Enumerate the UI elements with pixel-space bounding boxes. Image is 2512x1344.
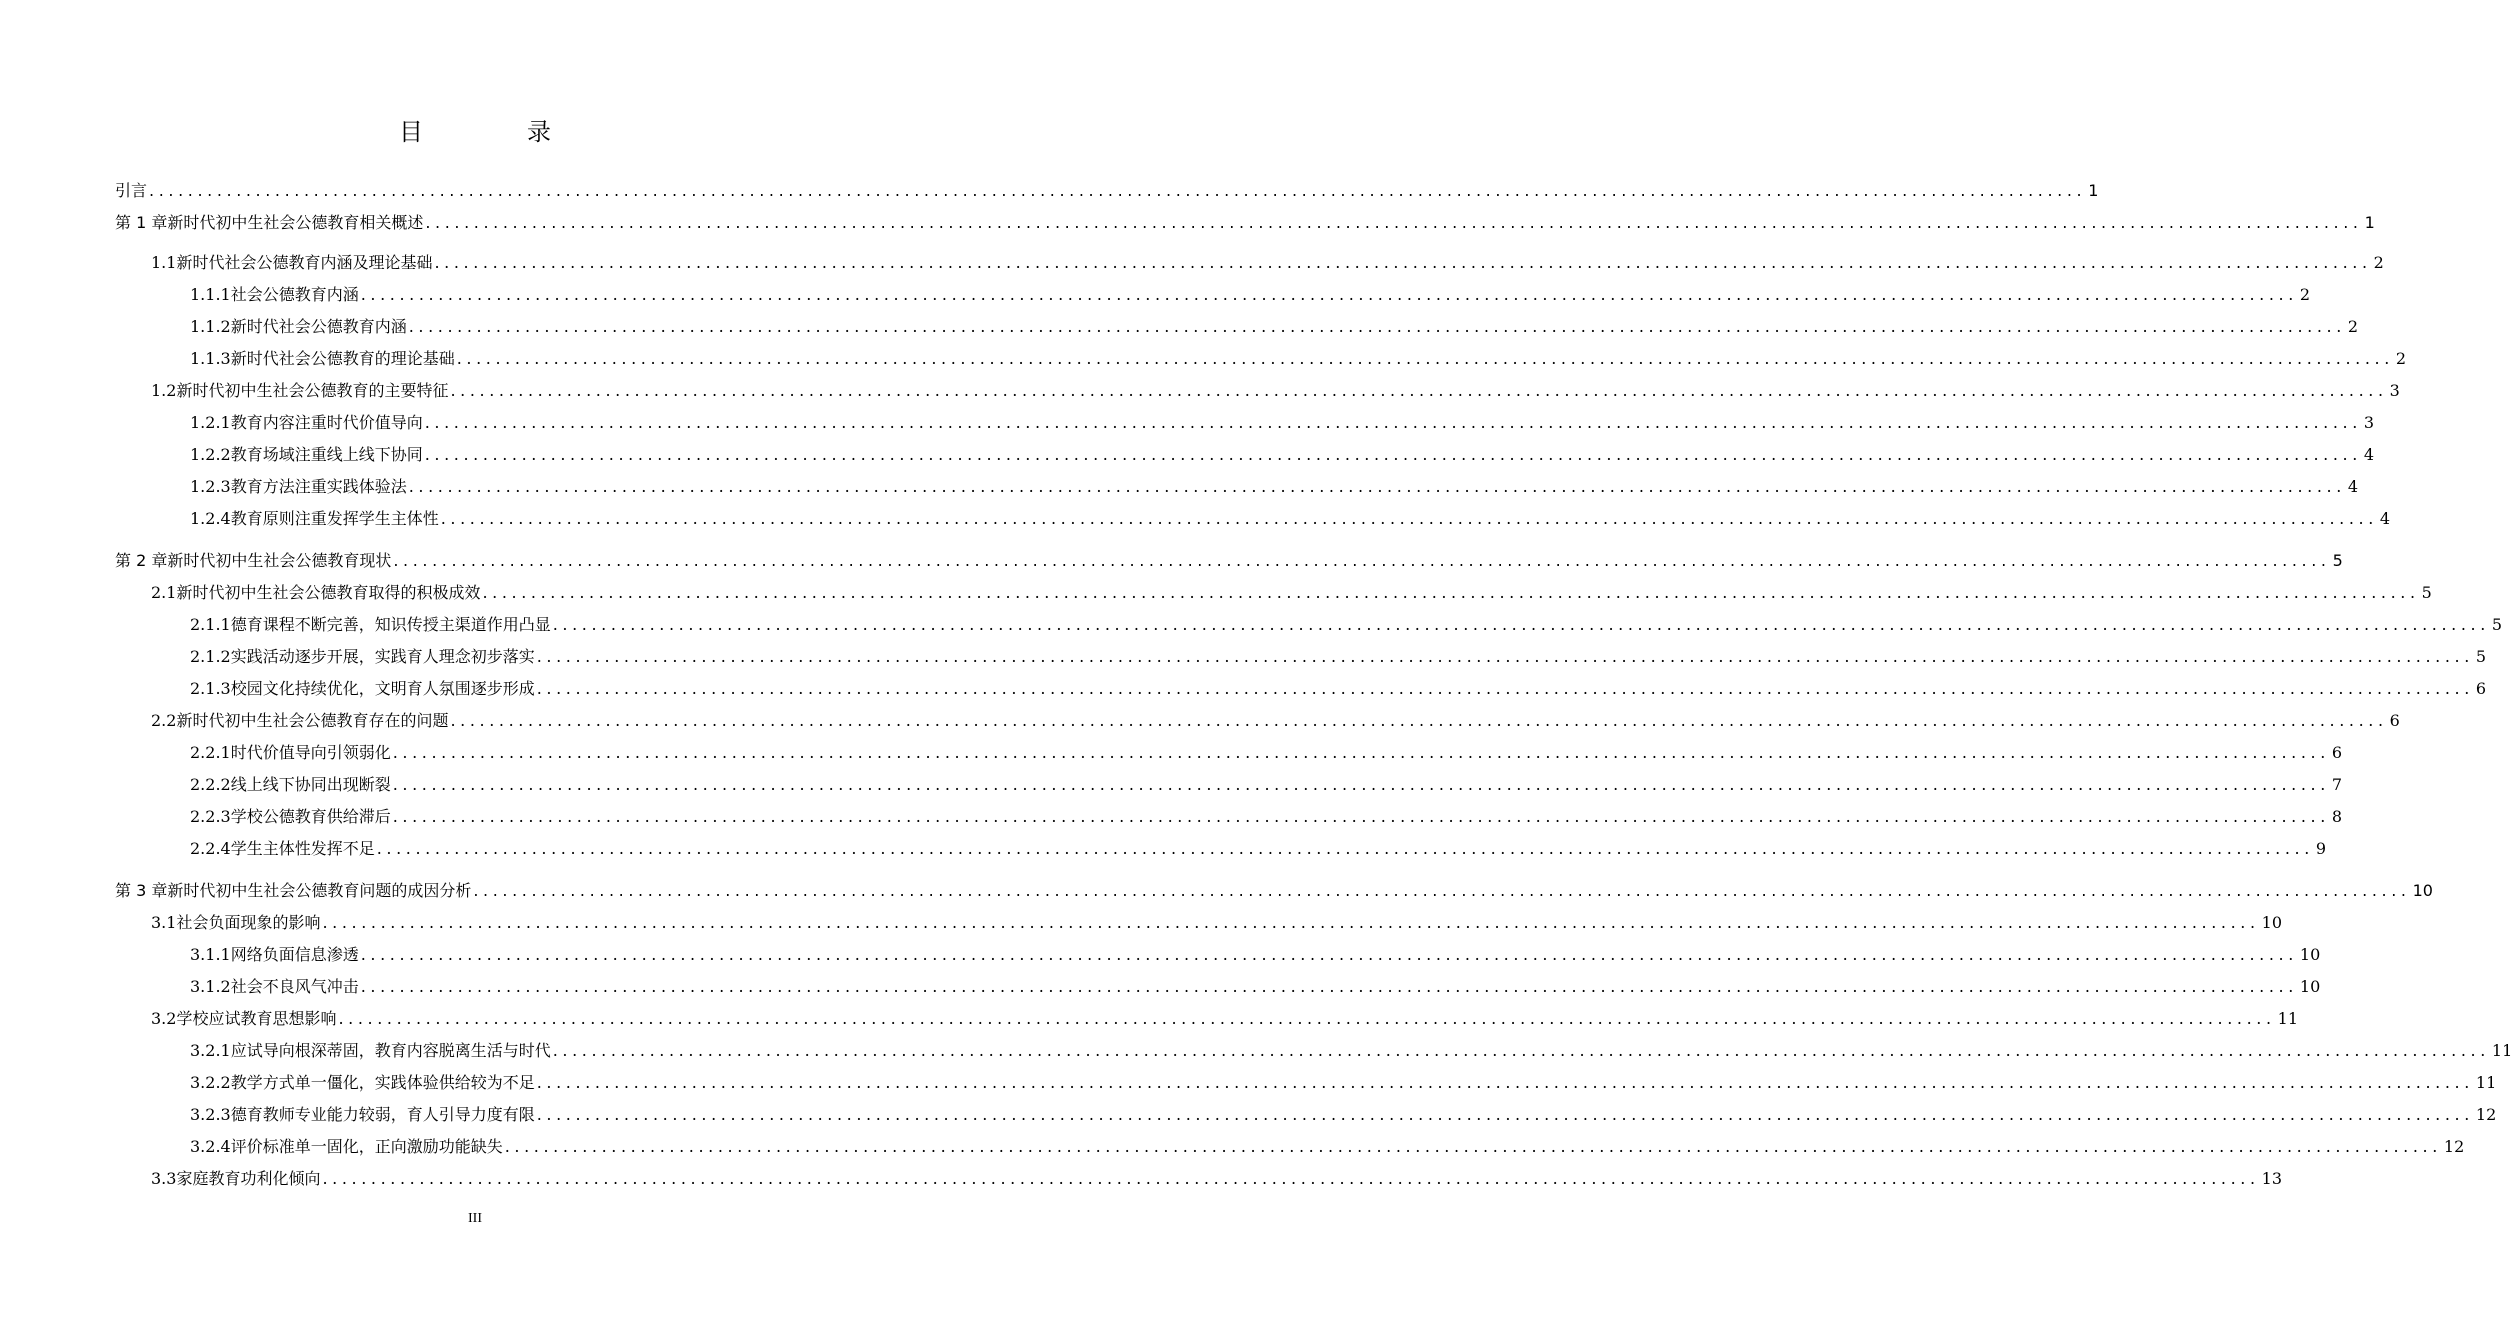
toc-entry-page: 8 <box>2331 807 2343 826</box>
toc-entry-page: 5 <box>2332 551 2343 570</box>
toc-entry-page: 6 <box>2331 743 2343 762</box>
toc-entry-title: 新时代初中生社会公德教育问题的成因分析 <box>167 881 472 900</box>
dot-leader: ........................................................................................................................................................................................................ <box>536 1073 2474 1092</box>
toc-entry[interactable] <box>115 878 2433 901</box>
toc-entry[interactable] <box>151 580 2432 603</box>
toc-entry-page: 6 <box>2475 679 2487 698</box>
toc-entry-title: 新时代社会公德教育的理论基础 <box>230 349 455 368</box>
toc-entry[interactable] <box>190 676 2487 699</box>
toc-entry-title: 教育场域注重线上线下协同 <box>230 445 423 464</box>
toc-entry-number: 1.1.2 <box>190 317 231 336</box>
toc-entry-title: 新时代社会公德教育内涵及理论基础 <box>176 253 433 272</box>
dot-leader: ........................................................................................................................................................................................................ <box>473 881 2411 900</box>
toc-entry-title: 学生主体性发挥不足 <box>230 839 375 858</box>
toc-entry-title: 德育教师专业能力较弱，育人引导力度有限 <box>230 1105 535 1124</box>
dot-leader: ........................................................................................................................................................................................................ <box>392 743 2330 762</box>
dot-leader: ........................................................................................................................................................................................................ <box>360 977 2298 996</box>
dot-leader: ........................................................................................................................................................................................................ <box>450 381 2388 400</box>
toc-entry-number: 3.1.1 <box>190 945 231 964</box>
toc-entry-number: 1.1.3 <box>190 349 231 368</box>
toc-entry[interactable] <box>190 1134 2465 1157</box>
toc-entry[interactable] <box>190 442 2375 465</box>
toc-entry-title: 教育原则注重发挥学生主体性 <box>230 509 439 528</box>
toc-entry-number: 第 1 章 <box>115 213 168 232</box>
toc-entry-number: 3.2.2 <box>190 1073 231 1092</box>
toc-entry-page: 2 <box>2395 349 2407 368</box>
toc-entry-number: 2.1.2 <box>190 647 231 666</box>
dot-leader: ........................................................................................................................................................................................................ <box>536 679 2474 698</box>
toc-entry-page: 1 <box>2364 213 2375 232</box>
dot-leader: ........................................................................................................................................................................................................ <box>392 775 2330 794</box>
toc-entry-page: 13 <box>2261 1169 2283 1188</box>
toc-entry-number: 1.1 <box>151 253 177 272</box>
toc-entry-title: 评价标准单一固化，正向激励功能缺失 <box>230 1137 503 1156</box>
toc-entry-page: 4 <box>2379 509 2391 528</box>
dot-leader: ........................................................................................................................................................................................................ <box>456 349 2394 368</box>
dot-leader: ........................................................................................................................................................................................................ <box>408 477 2346 496</box>
toc-entry[interactable] <box>190 612 2503 635</box>
toc-entry[interactable] <box>190 282 2311 305</box>
toc-entry-number: 1.1.1 <box>190 285 231 304</box>
toc-entry-page: 6 <box>2389 711 2400 730</box>
toc-entry-page: 2 <box>2347 317 2359 336</box>
toc-entry-page: 10 <box>2261 913 2283 932</box>
toc-entry-page: 2 <box>2373 253 2384 272</box>
toc-entry[interactable] <box>190 974 2321 997</box>
dot-leader: ........................................................................................................................................................................................................ <box>424 413 2362 432</box>
toc-entry-title: 新时代初中生社会公德教育取得的积极成效 <box>176 583 481 602</box>
toc-entry-number: 2.2 <box>151 711 177 730</box>
toc-entry-number: 2.1 <box>151 583 177 602</box>
toc-entry-title: 学校公德教育供给滞后 <box>230 807 391 826</box>
toc-entry-title: 新时代社会公德教育内涵 <box>230 317 407 336</box>
toc-entry[interactable] <box>190 506 2391 529</box>
dot-leader: ........................................................................................................................................................................................................ <box>536 647 2474 666</box>
dot-leader: ........................................................................................................................................................................................................ <box>434 253 2372 272</box>
toc-entry-title: 德育课程不断完善，知识传授主渠道作用凸显 <box>230 615 551 634</box>
toc-entry[interactable] <box>190 474 2359 497</box>
toc-entry-title: 线上线下协同出现断裂 <box>230 775 391 794</box>
dot-leader: ........................................................................................................................................................................................................ <box>440 509 2378 528</box>
toc-entry-number: 2.1.3 <box>190 679 231 698</box>
toc-entry-title: 社会公德教育内涵 <box>230 285 359 304</box>
toc-entry-number: 2.2.2 <box>190 775 231 794</box>
dot-leader: ........................................................................................................................................................................................................ <box>552 1041 2490 1060</box>
toc-entry-page: 11 <box>2277 1009 2299 1028</box>
toc-entry[interactable] <box>115 210 2375 233</box>
toc-entry-number: 3.2.3 <box>190 1105 231 1124</box>
toc-entry[interactable] <box>190 942 2321 965</box>
dot-leader: ........................................................................................................................................................................................................ <box>360 285 2298 304</box>
toc-entry-page: 9 <box>2315 839 2327 858</box>
toc-entry-title: 校园文化持续优化，文明育人氛围逐步形成 <box>230 679 535 698</box>
toc-entry-page: 3 <box>2363 413 2375 432</box>
toc-entry-number: 1.2.2 <box>190 445 231 464</box>
toc-entry[interactable] <box>190 346 2407 369</box>
toc-entry-title: 学校应试教育思想影响 <box>176 1009 337 1028</box>
dot-leader: ........................................................................................................................................................................................................ <box>392 807 2330 826</box>
page-number-footer: III <box>468 1211 482 1226</box>
toc-entry-number: 第 2 章 <box>115 551 168 570</box>
toc-entry-title: 网络负面信息渗透 <box>230 945 359 964</box>
toc-entry[interactable] <box>151 910 2283 933</box>
toc-entry-page: 3 <box>2389 381 2400 400</box>
dot-leader: ........................................................................................................................................................................................................ <box>376 839 2314 858</box>
toc-entry-number: 第 3 章 <box>115 881 168 900</box>
toc-entry[interactable] <box>190 1102 2497 1125</box>
toc-entry-page: 5 <box>2491 615 2503 634</box>
toc-entry-page: 7 <box>2331 775 2343 794</box>
toc-entry-title: 教育方法注重实践体验法 <box>230 477 407 496</box>
toc-entry-title: 新时代初中生社会公德教育的主要特征 <box>176 381 449 400</box>
toc-entry-number: 1.2.1 <box>190 413 231 432</box>
toc-entry-page: 4 <box>2363 445 2375 464</box>
dot-leader: ........................................................................................................................................................................................................ <box>536 1105 2474 1124</box>
toc-title: 目 录 <box>399 118 591 146</box>
toc-entry[interactable] <box>190 836 2327 859</box>
toc-entry[interactable] <box>151 250 2384 273</box>
toc-entry-page: 5 <box>2421 583 2432 602</box>
toc-entry-title: 新时代初中生社会公德教育存在的问题 <box>176 711 449 730</box>
toc-entry-number: 3.1 <box>151 913 177 932</box>
toc-entry[interactable] <box>151 1006 2299 1029</box>
toc-entry[interactable] <box>190 740 2343 763</box>
toc-entry-page: 10 <box>2299 945 2321 964</box>
dot-leader: ........................................................................................................................................................................................................ <box>450 711 2388 730</box>
toc-entry-page: 10 <box>2299 977 2321 996</box>
toc-entry-number: 3.2.1 <box>190 1041 231 1060</box>
toc-entry[interactable] <box>151 708 2400 731</box>
toc-entry-page: 11 <box>2475 1073 2497 1092</box>
dot-leader: ........................................................................................................................................................................................................ <box>504 1137 2442 1156</box>
toc-entry-page: 2 <box>2299 285 2311 304</box>
toc-entry-title: 教育内容注重时代价值导向 <box>230 413 423 432</box>
toc-entry-number: 2.2.4 <box>190 839 231 858</box>
toc-entry-number: 3.2 <box>151 1009 177 1028</box>
toc-entry[interactable] <box>151 378 2400 401</box>
dot-leader: ........................................................................................................................................................................................................ <box>322 1169 2260 1188</box>
toc-entry[interactable] <box>190 410 2375 433</box>
toc-entry-page: 12 <box>2475 1105 2497 1124</box>
toc-entry[interactable] <box>115 178 2099 201</box>
toc-entry-number: 3.1.2 <box>190 977 231 996</box>
toc-entry-number: 1.2 <box>151 381 177 400</box>
toc-entry-number: 1.2.3 <box>190 477 231 496</box>
toc-entry-number: 2.1.1 <box>190 615 231 634</box>
toc-entry[interactable] <box>190 804 2343 827</box>
toc-entry[interactable] <box>151 1166 2283 1189</box>
toc-entry-page: 1 <box>2088 181 2099 200</box>
toc-entry[interactable] <box>190 314 2359 337</box>
toc-entry-number: 2.2.1 <box>190 743 231 762</box>
dot-leader: ........................................................................................................................................................................................................ <box>322 913 2260 932</box>
toc-entry-title: 教学方式单一僵化，实践体验供给较为不足 <box>230 1073 535 1092</box>
toc-entry[interactable] <box>190 644 2487 667</box>
toc-entry-page: 10 <box>2412 881 2433 900</box>
dot-leader: ........................................................................................................................................................................................................ <box>425 213 2363 232</box>
toc-entry-title: 新时代初中生社会公德教育相关概述 <box>167 213 424 232</box>
toc-entry-title: 新时代初中生社会公德教育现状 <box>167 551 392 570</box>
toc-entry-title: 家庭教育功利化倾向 <box>176 1169 321 1188</box>
toc-entry-number: 3.2.4 <box>190 1137 231 1156</box>
dot-leader: ........................................................................................................................................................................................................ <box>149 181 2087 200</box>
toc-entry[interactable] <box>115 548 2343 571</box>
dot-leader: ........................................................................................................................................................................................................ <box>552 615 2490 634</box>
toc-entry[interactable] <box>190 772 2343 795</box>
toc-entry-number: 2.2.3 <box>190 807 231 826</box>
toc-entry-number: 3.3 <box>151 1169 177 1188</box>
dot-leader: ........................................................................................................................................................................................................ <box>393 551 2331 570</box>
dot-leader: ........................................................................................................................................................................................................ <box>482 583 2420 602</box>
toc-entry-page: 4 <box>2347 477 2359 496</box>
toc-entry-title: 实践活动逐步开展，实践育人理念初步落实 <box>230 647 535 666</box>
dot-leader: ........................................................................................................................................................................................................ <box>408 317 2346 336</box>
toc-entry-title: 引言 <box>115 181 148 200</box>
toc-entry-number: 1.2.4 <box>190 509 231 528</box>
toc-entry-title: 应试导向根深蒂固，教育内容脱离生活与时代 <box>230 1041 551 1060</box>
dot-leader: ........................................................................................................................................................................................................ <box>360 945 2298 964</box>
toc-entry-page: 12 <box>2443 1137 2465 1156</box>
toc-entry-title: 时代价值导向引领弱化 <box>230 743 391 762</box>
toc-entry-page: 5 <box>2475 647 2487 666</box>
toc-entry[interactable] <box>190 1038 2512 1061</box>
toc-entry-page: 11 <box>2491 1041 2512 1060</box>
dot-leader: ........................................................................................................................................................................................................ <box>338 1009 2276 1028</box>
toc-entry-title: 社会负面现象的影响 <box>176 913 321 932</box>
dot-leader: ........................................................................................................................................................................................................ <box>424 445 2362 464</box>
toc-entry[interactable] <box>190 1070 2497 1093</box>
toc-entry-title: 社会不良风气冲击 <box>230 977 359 996</box>
